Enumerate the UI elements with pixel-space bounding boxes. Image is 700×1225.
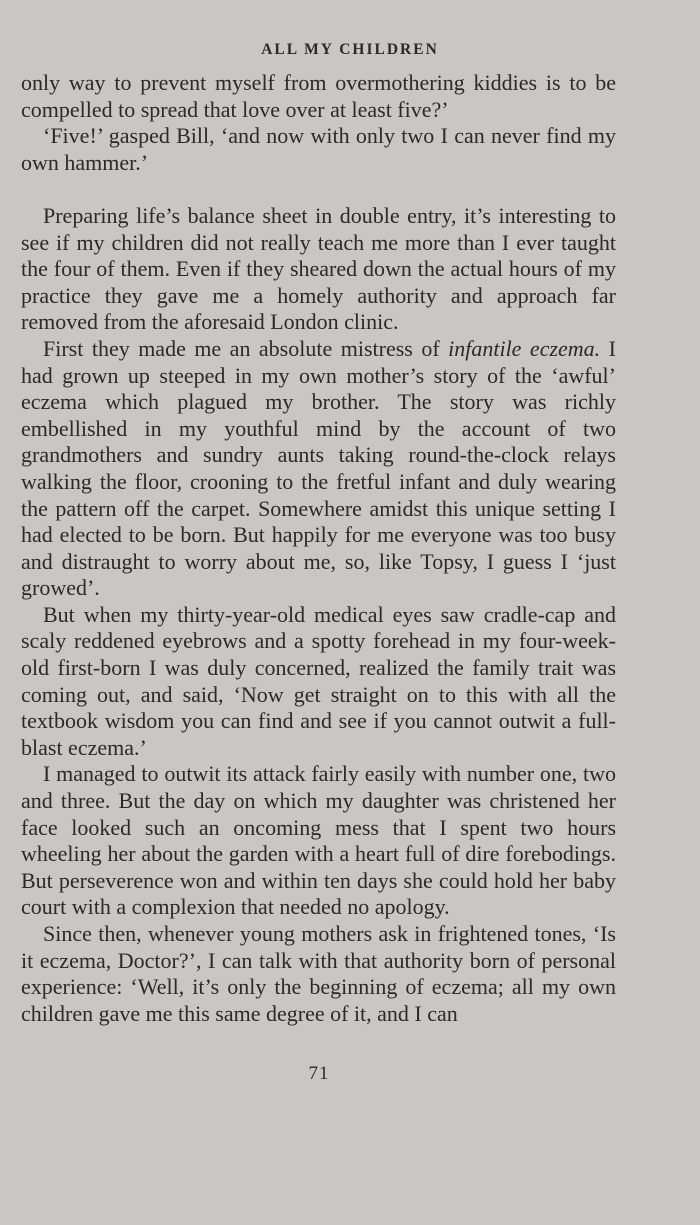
page-number: 71 — [308, 1063, 330, 1084]
paragraph-medical-eyes: But when my thirty-year-old medical eyes saw cradle-cap and scaly reddened eyebrows and a spotty forehead in my four-week-old first-born I was duly concerned, realized the family trait was coming out, and said, ‘Now get straight on to this with all the textbook wisdom you can find and see if you cannot outwit a full-blast eczema.’ — [21, 601, 616, 760]
italic-term: infantile eczema. — [448, 335, 601, 361]
paragraph-outwit-attack: I managed to outwit its attack fairly easily with number one, two and three. But the day on which my daughter was christened her face looked such an oncoming mess that I spent two hours wheeling her about the garden with a heart full of dire forebodings. But perseverence won and within ten days she could hold her baby court with a complexion that needed no apology. — [21, 761, 616, 920]
running-head: ALL MY CHILDREN — [261, 41, 439, 58]
paragraph-dialogue: ‘Five!’ gasped Bill, ‘and now with only two I can never find my own hammer.’ — [21, 123, 616, 175]
paragraph-text-before-italic: First they made me an absolute mistress of — [43, 335, 449, 361]
body-text — [21, 70, 616, 1027]
paragraph-young-mothers: Since then, whenever young mothers ask in frightened tones, ‘Is it eczema, Doctor?’, I can talk with that authority born of personal experience: ‘Well, it’s only the beginning of eczema; all my own children gave me this same degree of it, and I can — [21, 921, 616, 1026]
paragraph-balance-sheet: Preparing life’s balance sheet in double entry, it’s interesting to see if my children did not really teach me more than I ever taught the four of them. Even if they sheared down the actual hours of my practice they gave me a homely authority and approach far removed from the aforesaid London clinic. — [21, 202, 616, 335]
paragraph-infantile-eczema — [21, 336, 616, 602]
paragraph-continuation: only way to prevent myself from overmothering kiddies is to be compelled to spread that love over at least five?’ — [21, 70, 616, 122]
paragraph-text-after-italic: I had grown up steeped in my own mother’s story of the ‘awful’ eczema which plagued my brother. The story was richly embellished in my youthful mind by the account of two grandmothers and sundry aunts taking round-the-clock relays walking the floor, crooning to the fretful infant and duly wearing the pattern off the carpet. Somewhere amidst this unique setting I had elected to be born. But happily for me everyone was too busy and distraught to worry about me, so, like Topsy, I guess I ‘just growed’. — [21, 335, 616, 601]
